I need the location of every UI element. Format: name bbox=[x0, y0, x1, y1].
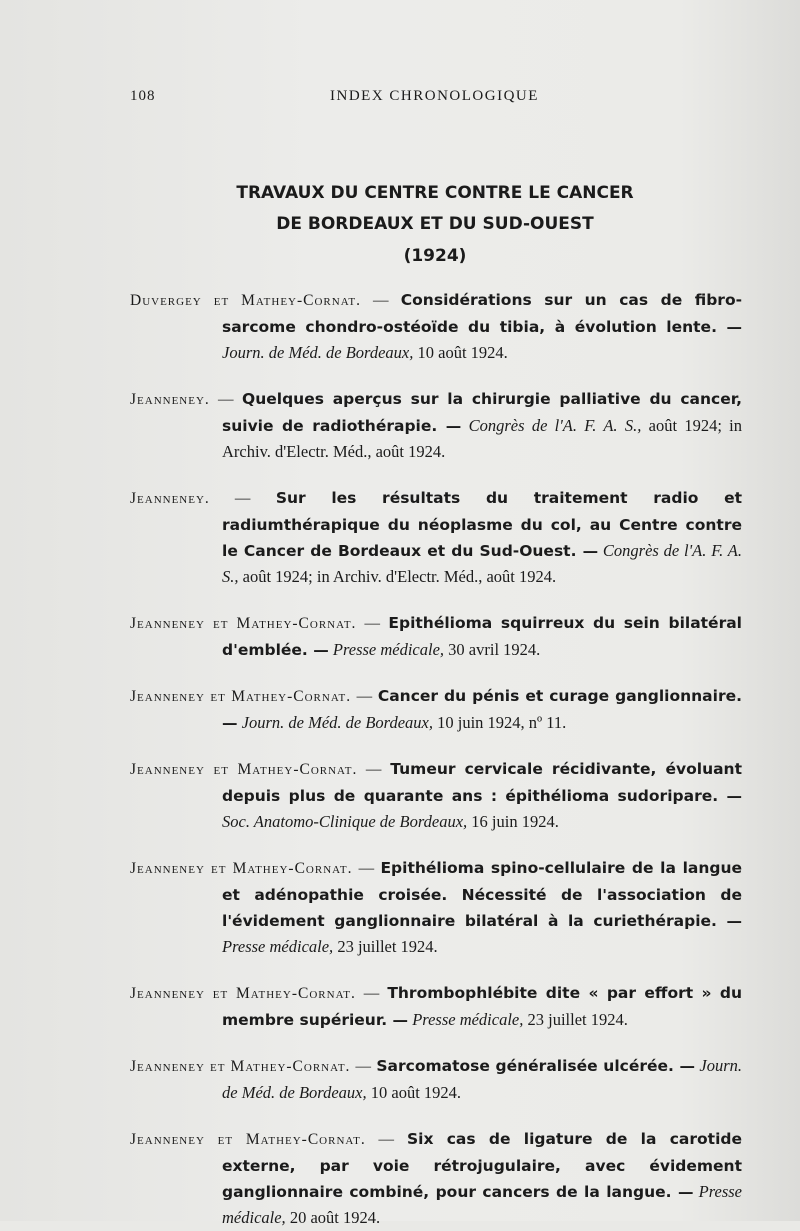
bibliography-list bbox=[130, 287, 742, 1231]
bibliography-entry bbox=[130, 287, 742, 366]
entry-source: Soc. Anatomo-Clinique de Bordeaux, bbox=[222, 812, 468, 831]
entry-date: août 1924; in Archiv. d'Electr. Méd., août 1924. bbox=[222, 416, 743, 461]
bibliography-entry bbox=[130, 610, 742, 663]
entry-date: août 1924; in Archiv. d'Electr. Méd., août 1924. bbox=[242, 567, 557, 586]
bibliography-entry bbox=[130, 1053, 742, 1106]
entry-author: Jeanneney. — bbox=[130, 391, 235, 408]
entry-source: Journ. de Méd. de Bordeaux, bbox=[222, 343, 414, 362]
entry-title: Sur les résultats du traitement radio et radiumthérapique du néoplasme du col, au Centre contre le Cancer de Bordeaux et du Sud-Ouest. — bbox=[222, 489, 742, 560]
bibliography-entry bbox=[130, 683, 742, 736]
entry-date: 23 juillet 1924. bbox=[337, 937, 438, 956]
running-head bbox=[130, 88, 630, 112]
entry-author: Duvergey et Mathey-Cornat. — bbox=[130, 292, 390, 309]
entry-title: Six cas de ligature de la carotide externe, par voie rétrojugulaire, avec évidement ganglionnaire combiné, pour cancers de la langue. — bbox=[222, 1130, 742, 1201]
bibliography-entry bbox=[130, 980, 742, 1033]
entry-title: Epithélioma spino-cellulaire de la langue et adénopathie croisée. Nécessité de l'association de l'évidement ganglionnaire bilatéral à la curiethérapie. — bbox=[222, 859, 743, 930]
entry-author: Jeanneney et Mathey-Cornat. — bbox=[130, 1058, 373, 1075]
entry-source: Congrès de l'A. F. A. S., bbox=[222, 541, 743, 586]
entry-author: Jeanneney et Mathey-Cornat. — bbox=[130, 761, 383, 778]
page-number: 108 bbox=[130, 88, 156, 104]
running-title: INDEX CHRONOLOGIQUE bbox=[330, 88, 539, 104]
section-title-line-1: TRAVAUX DU CENTRE CONTRE LE CANCER bbox=[236, 183, 634, 203]
bibliography-entry bbox=[130, 855, 742, 960]
section-year: (1924) bbox=[403, 246, 467, 266]
entry-date: 10 août 1924. bbox=[417, 343, 508, 362]
entry-date: 23 juillet 1924. bbox=[527, 1010, 628, 1029]
entry-source: Congrès de l'A. F. A. S., bbox=[468, 416, 642, 435]
entry-source: Presse médicale, bbox=[332, 640, 445, 659]
entry-author: Jeanneney et Mathey-Cornat. — bbox=[130, 985, 381, 1002]
entry-date: 16 juin 1924. bbox=[471, 812, 559, 831]
entry-source: Presse médicale, bbox=[222, 937, 334, 956]
entry-date: 10 août 1924. bbox=[370, 1083, 462, 1102]
entry-source: Journ. de Méd. de Bordeaux, bbox=[222, 1056, 742, 1102]
entry-title: Epithélioma squirreux du sein bilatéral d'emblée. — bbox=[222, 614, 742, 659]
entry-source: Presse médicale, bbox=[412, 1010, 524, 1029]
bibliography-entry bbox=[130, 386, 742, 465]
bibliography-entry bbox=[130, 756, 742, 835]
entry-date: 20 août 1924. bbox=[289, 1208, 381, 1227]
entry-author: Jeanneney et Mathey-Cornat. — bbox=[130, 1131, 395, 1148]
entry-title: Tumeur cervicale récidivante, évoluant depuis plus de quarante ans : épithélioma sudoripare. — bbox=[222, 760, 743, 805]
entry-title: Quelques aperçus sur la chirurgie palliative du cancer, suivie de radiothérapie. — bbox=[222, 390, 742, 435]
entry-source: Journ. de Méd. de Bordeaux, bbox=[241, 713, 433, 732]
bibliography-entry bbox=[130, 1126, 742, 1231]
entry-author: Jeanneney et Mathey-Cornat. — bbox=[130, 688, 374, 705]
entry-title: Cancer du pénis et curage ganglionnaire. — bbox=[222, 687, 742, 732]
entry-title: Thrombophlébite dite « par effort » du membre supérieur. — bbox=[222, 984, 742, 1029]
section-title-line-2: DE BORDEAUX ET DU SUD-OUEST bbox=[276, 214, 594, 234]
entry-author: Jeanneney et Mathey-Cornat. — bbox=[130, 615, 382, 632]
entry-date: 10 juin 1924, nº 11. bbox=[437, 713, 567, 732]
entry-title: Sarcomatose généralisée ulcérée. — bbox=[376, 1057, 696, 1075]
entry-source: Presse médicale, bbox=[222, 1182, 742, 1227]
entry-author: Jeanneney. — bbox=[130, 490, 252, 507]
entry-title: Considérations sur un cas de fibro-sarcome chondro-ostéoïde du tibia, à évolution lente. — bbox=[222, 291, 743, 336]
entry-author: Jeanneney et Mathey-Cornat. — bbox=[130, 860, 376, 877]
entry-date: 30 avril 1924. bbox=[448, 640, 541, 659]
bibliography-entry bbox=[130, 485, 742, 590]
